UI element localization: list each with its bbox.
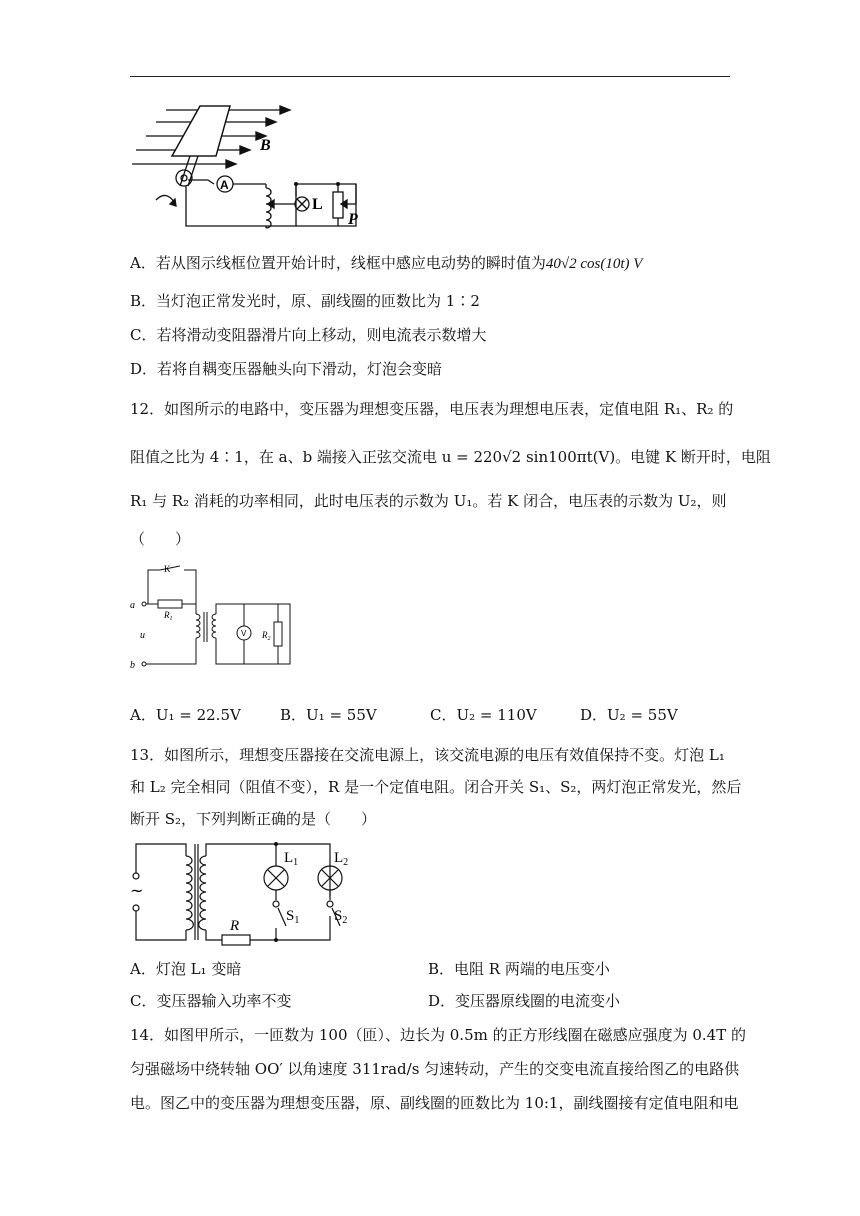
ammeter-label: A	[220, 178, 229, 192]
q12-option-a[interactable]: A．U₁ = 22.5V	[130, 706, 241, 724]
q13-s1-label: $S_1$	[286, 908, 300, 926]
q11-option-c[interactable]: C．若将滑动变阻器滑片向上移动，则电流表示数增大	[130, 326, 487, 344]
q12-terminal-b-label: b	[130, 660, 135, 671]
q12-u-label: u	[140, 630, 145, 641]
q14-stem-line-1: 14．如图甲所示，一匝数为 100（匝）、边长为 0.5m 的正方形线圈在磁感应强度为 0.4T 的	[130, 1026, 746, 1044]
lamp-label: L	[312, 196, 323, 213]
q11-option-d[interactable]: D．若将自耦变压器触头向下滑动，灯泡会变暗	[130, 360, 443, 378]
q13-option-b[interactable]: B．电阻 R 两端的电压变小	[428, 960, 610, 978]
field-label-b: B	[260, 137, 271, 154]
q12-stem-line-1: 12．如图所示的电路中，变压器为理想变压器，电压表为理想电压表，定值电阻 R₁、R₂ 的	[130, 400, 734, 418]
slider-label-p: P	[348, 211, 358, 228]
q11-option-a-text: A．若从图示线框位置开始计时，线框中感应电动势的瞬时值为	[130, 254, 546, 272]
q13-option-a[interactable]: A．灯泡 L₁ 变暗	[130, 960, 242, 978]
generator-circuit-figure	[128, 100, 378, 230]
q11-option-b[interactable]: B．当灯泡正常发光时，原、副线圈的匝数比为 1∶2	[130, 292, 480, 310]
q12-r1-label: $R_1$	[164, 610, 173, 622]
q13-s2-label: $S_2$	[334, 908, 348, 926]
q12-option-b[interactable]: B．U₁ = 55V	[280, 706, 377, 724]
q13-option-d[interactable]: D．变压器原线圈的电流变小	[428, 992, 621, 1010]
q11-option-a[interactable]	[130, 252, 642, 275]
q13-source-symbol: ~	[130, 881, 144, 900]
q12-stem-line-3: R₁ 与 R₂ 消耗的功率相同，此时电压表的示数为 U₁。若 K 闭合，电压表的示数为 U₂，则	[130, 492, 727, 510]
q12-r2-label: $R_2$	[262, 630, 271, 642]
q13-option-c[interactable]: C．变压器输入功率不变	[130, 992, 292, 1010]
header-rule	[130, 76, 730, 77]
q13-stem-line-3: 断开 S₂，下列判断正确的是（ ）	[130, 810, 377, 828]
q12-voltmeter-label: V	[241, 629, 247, 638]
q12-switch-label: K	[164, 564, 171, 574]
q14-stem-line-2: 匀强磁场中绕转轴 OO′ 以角速度 311rad/s 匀速转动，产生的交变电流直接给图乙的电路供	[130, 1060, 740, 1078]
q14-stem-line-3: 电。图乙中的变压器为理想变压器，原、副线圈的匝数比为 10:1，副线圈接有定值电阻和电	[130, 1094, 739, 1112]
q13-l1-label: $L_1$	[284, 850, 299, 868]
q12-option-d[interactable]: D．U₂ = 55V	[580, 706, 678, 724]
q11-option-a-formula: 40√2 cos(10t) V	[545, 256, 643, 272]
q12-circuit-figure	[128, 562, 298, 674]
q13-l2-label: $L_2$	[334, 850, 349, 868]
q13-circuit-figure	[126, 838, 350, 948]
q12-stem-line-4: （ ）	[130, 530, 191, 548]
q12-stem-line-2: 阻值之比为 4∶1，在 a、b 端接入正弦交流电 u = 220√2 sin100πt(V)。电键 K 断开时，电阻	[130, 448, 771, 466]
q13-resistor-label: R	[230, 918, 240, 934]
q12-terminal-a-label: a	[130, 600, 135, 611]
q12-option-c[interactable]: C．U₂ = 110V	[430, 706, 537, 724]
q13-stem-line-1: 13．如图所示，理想变压器接在交流电源上，该交流电源的电压有效值保持不变。灯泡 L₁	[130, 746, 725, 764]
q13-stem-line-2: 和 L₂ 完全相同（阻值不变），R 是一个定值电阻。闭合开关 S₁、S₂，两灯泡正常发光，然后	[130, 778, 742, 796]
